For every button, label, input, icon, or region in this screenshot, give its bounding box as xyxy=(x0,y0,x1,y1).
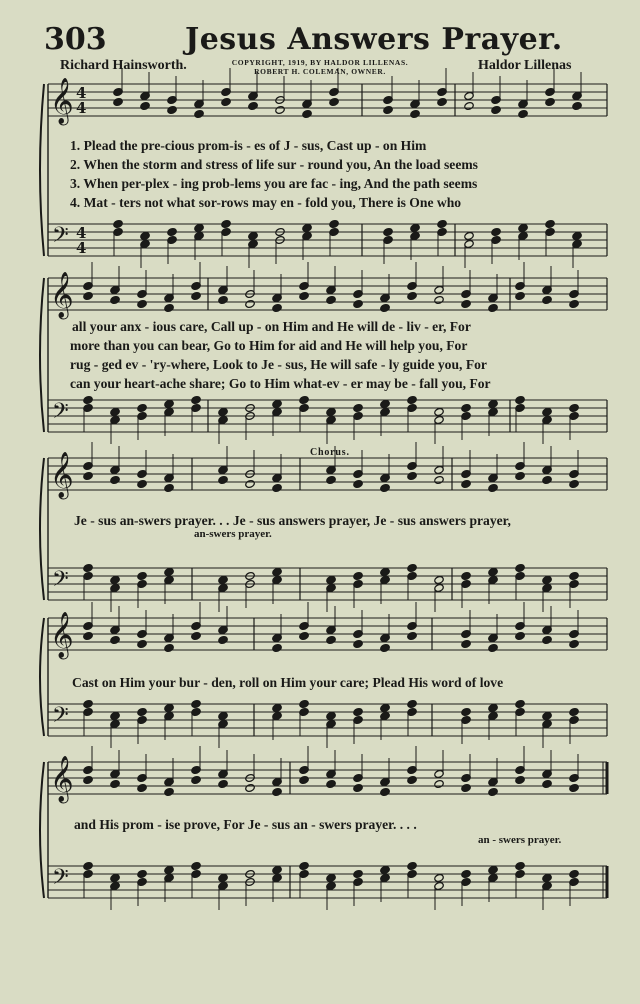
bass-note xyxy=(191,395,201,404)
bass-note xyxy=(407,699,417,708)
treble-note xyxy=(221,97,231,106)
treble-note xyxy=(275,105,285,114)
bass-clef-icon: 𝄢 xyxy=(52,703,69,733)
treble-note xyxy=(353,639,363,648)
treble-note xyxy=(572,101,582,110)
treble-note xyxy=(83,775,93,784)
bass-note xyxy=(518,223,528,232)
chorus-lyric-2: Cast on Him your bur - den, roll on Him your care; Plead His word of love xyxy=(72,675,504,690)
bass-note xyxy=(164,399,174,408)
bass-note xyxy=(299,699,309,708)
treble-note xyxy=(464,101,474,110)
bass-note xyxy=(110,873,120,882)
treble-clef-icon: 𝄞 xyxy=(50,452,74,498)
treble-note xyxy=(272,643,282,652)
bass-note xyxy=(191,699,201,708)
bass-note xyxy=(461,869,471,878)
bass-clef-icon: 𝄢 xyxy=(52,399,69,429)
bass-note xyxy=(326,407,336,416)
text-author: Richard Hainsworth. xyxy=(60,58,187,73)
bass-note xyxy=(248,231,258,240)
bass-note xyxy=(380,399,390,408)
bass-note xyxy=(164,567,174,576)
bass-note xyxy=(407,563,417,572)
treble-note xyxy=(569,479,579,488)
bass-note xyxy=(461,707,471,716)
bass-note xyxy=(380,865,390,874)
treble-note xyxy=(140,101,150,110)
bass-note xyxy=(434,873,444,882)
bass-note xyxy=(515,563,525,572)
music-composer: Haldor Lillenas xyxy=(478,58,572,73)
bass-note xyxy=(164,703,174,712)
treble-note xyxy=(569,299,579,308)
treble-note xyxy=(299,631,309,640)
bass-note xyxy=(110,407,120,416)
bass-note xyxy=(326,711,336,720)
hymn-number: 303 xyxy=(44,22,107,57)
verse-3-line-1: 3. When per-plex - ing prob-lems you are fac - ing, And the path seems xyxy=(70,176,478,191)
bass-note xyxy=(110,711,120,720)
time-signature: 4 xyxy=(76,224,87,242)
treble-note xyxy=(515,291,525,300)
bass-note xyxy=(464,231,474,240)
bass-note xyxy=(218,575,228,584)
treble-note xyxy=(194,109,204,118)
bass-note xyxy=(488,399,498,408)
treble-note xyxy=(329,97,339,106)
treble-note xyxy=(299,775,309,784)
treble-note xyxy=(164,483,174,492)
bass-note xyxy=(383,227,393,236)
treble-note xyxy=(353,299,363,308)
treble-note xyxy=(326,295,336,304)
treble-note xyxy=(83,291,93,300)
system-brace xyxy=(40,278,44,432)
treble-note xyxy=(137,783,147,792)
bass-note xyxy=(407,395,417,404)
bass-note xyxy=(515,699,525,708)
bass-note xyxy=(218,873,228,882)
time-signature: 4 xyxy=(76,239,87,257)
bass-note xyxy=(542,575,552,584)
treble-note xyxy=(191,775,201,784)
treble-note xyxy=(488,303,498,312)
verse-2-line-1: 2. When the storm and stress of life sur - round you, An the load seems xyxy=(70,157,478,172)
treble-note xyxy=(83,631,93,640)
treble-clef-icon: 𝄞 xyxy=(50,78,74,124)
bass-note xyxy=(272,865,282,874)
bass-clef-icon: 𝄢 xyxy=(52,865,69,895)
treble-note xyxy=(407,631,417,640)
verse-1-line-2: all your anx - ious care, Call up - on Him and He will de - liv - er, For xyxy=(72,319,471,334)
bass-note xyxy=(542,407,552,416)
copyright-line-2: ROBERT H. COLEMAN, OWNER. xyxy=(254,67,386,76)
chorus-lyric-1: Je - sus an-swers prayer. . . Je - sus answers prayer, Je - sus answers prayer, xyxy=(74,513,511,528)
bass-note xyxy=(167,227,177,236)
treble-note xyxy=(248,101,258,110)
treble-clef-icon: 𝄞 xyxy=(50,612,74,658)
bass-note xyxy=(137,403,147,412)
treble-note xyxy=(515,775,525,784)
treble-note xyxy=(218,295,228,304)
treble-note xyxy=(461,299,471,308)
treble-note xyxy=(245,299,255,308)
bass-note xyxy=(488,865,498,874)
treble-note xyxy=(164,787,174,796)
bass-note xyxy=(299,861,309,870)
treble-note xyxy=(515,631,525,640)
verse-4-line-2: can your heart-ache share; Go to Him what-ev - er may be - fall you, For xyxy=(70,376,491,391)
treble-note xyxy=(110,295,120,304)
bass-note xyxy=(299,395,309,404)
bass-note xyxy=(83,395,93,404)
treble-note xyxy=(434,779,444,788)
treble-note xyxy=(299,291,309,300)
bass-clef-icon: 𝄢 xyxy=(52,223,69,253)
bass-note xyxy=(191,861,201,870)
bass-note xyxy=(164,865,174,874)
verse-1-line-1: 1. Plead the pre-cious prom-is - es of J - sus, Cast up - on Him xyxy=(70,138,427,153)
treble-note xyxy=(488,643,498,652)
bass-note xyxy=(515,395,525,404)
bass-note xyxy=(110,575,120,584)
treble-note xyxy=(407,471,417,480)
treble-note xyxy=(488,483,498,492)
bass-note xyxy=(380,567,390,576)
bass-note xyxy=(326,873,336,882)
chorus-echo-3: an - swers prayer. xyxy=(478,834,562,846)
bass-note xyxy=(329,219,339,228)
treble-note xyxy=(569,639,579,648)
treble-note xyxy=(353,479,363,488)
bass-note xyxy=(83,563,93,572)
bass-note xyxy=(326,575,336,584)
treble-note xyxy=(164,643,174,652)
treble-note xyxy=(437,97,447,106)
bass-clef-icon: 𝄢 xyxy=(52,567,69,597)
treble-clef-icon: 𝄞 xyxy=(50,272,74,318)
bass-note xyxy=(545,219,555,228)
bass-note xyxy=(353,571,363,580)
bass-note xyxy=(407,861,417,870)
treble-note xyxy=(83,471,93,480)
bass-note xyxy=(272,399,282,408)
treble-note xyxy=(434,295,444,304)
bass-note xyxy=(569,869,579,878)
treble-note xyxy=(407,775,417,784)
bass-note xyxy=(488,567,498,576)
bass-note xyxy=(272,703,282,712)
treble-note xyxy=(137,479,147,488)
bass-note xyxy=(194,223,204,232)
treble-note xyxy=(542,295,552,304)
bass-note xyxy=(542,873,552,882)
treble-note xyxy=(272,483,282,492)
treble-note xyxy=(542,779,552,788)
bass-note xyxy=(461,571,471,580)
treble-note xyxy=(110,635,120,644)
bass-note xyxy=(491,227,501,236)
bass-note xyxy=(410,223,420,232)
copyright-line-1: COPYRIGHT, 1919, BY HALDOR LILLENAS. xyxy=(231,58,409,67)
verse-2-line-2: more than you can bear, Go to Him for aid and He will help you, For xyxy=(70,338,468,353)
verse-4-line-1: 4. Mat - ters not what sor-rows may en - fold you, There is One who xyxy=(70,195,462,210)
treble-note xyxy=(542,475,552,484)
treble-note xyxy=(410,109,420,118)
bass-note xyxy=(83,699,93,708)
bass-note xyxy=(218,711,228,720)
bass-note xyxy=(83,861,93,870)
treble-note xyxy=(380,787,390,796)
chorus-label: Chorus. xyxy=(310,447,350,458)
bass-note xyxy=(137,571,147,580)
treble-note xyxy=(326,635,336,644)
bass-note xyxy=(437,219,447,228)
treble-note xyxy=(434,475,444,484)
chorus-echo-1: an-swers prayer. xyxy=(194,528,272,540)
treble-note xyxy=(110,475,120,484)
bass-note xyxy=(572,231,582,240)
bass-note xyxy=(434,407,444,416)
treble-note xyxy=(245,783,255,792)
system-brace xyxy=(40,618,44,736)
bass-note xyxy=(515,861,525,870)
treble-note xyxy=(569,783,579,792)
bass-note xyxy=(569,403,579,412)
treble-note xyxy=(191,291,201,300)
system-brace xyxy=(40,458,44,600)
treble-note xyxy=(245,479,255,488)
bass-note xyxy=(542,711,552,720)
treble-note xyxy=(326,779,336,788)
treble-note xyxy=(353,783,363,792)
bass-note xyxy=(137,707,147,716)
bass-note xyxy=(353,707,363,716)
time-signature: 4 xyxy=(76,99,87,117)
hymn-title: Jesus Answers Prayer. xyxy=(185,22,563,57)
bass-note xyxy=(113,219,123,228)
treble-note xyxy=(380,643,390,652)
treble-note xyxy=(545,97,555,106)
bass-note xyxy=(140,231,150,240)
treble-note xyxy=(110,779,120,788)
treble-note xyxy=(167,105,177,114)
verse-3-line-2: rug - ged ev - 'ry-where, Look to Je - sus, He will safe - ly guide you, For xyxy=(70,357,487,372)
system-brace xyxy=(40,84,44,256)
treble-note xyxy=(218,779,228,788)
treble-note xyxy=(407,291,417,300)
bass-note xyxy=(218,407,228,416)
treble-note xyxy=(164,303,174,312)
bass-note xyxy=(434,575,444,584)
treble-note xyxy=(272,787,282,796)
treble-note xyxy=(461,783,471,792)
bass-note xyxy=(569,571,579,580)
treble-note xyxy=(515,471,525,480)
treble-note xyxy=(461,479,471,488)
treble-note xyxy=(461,639,471,648)
bass-note xyxy=(272,567,282,576)
treble-note xyxy=(518,109,528,118)
treble-note xyxy=(191,631,201,640)
bass-note xyxy=(461,403,471,412)
treble-note xyxy=(542,635,552,644)
bass-note xyxy=(302,223,312,232)
treble-note xyxy=(218,635,228,644)
treble-note xyxy=(272,303,282,312)
treble-clef-icon: 𝄞 xyxy=(50,756,74,802)
bass-note xyxy=(221,219,231,228)
treble-note xyxy=(302,109,312,118)
treble-note xyxy=(137,639,147,648)
treble-note xyxy=(380,303,390,312)
bass-note xyxy=(569,707,579,716)
treble-note xyxy=(113,97,123,106)
treble-note xyxy=(380,483,390,492)
treble-note xyxy=(488,787,498,796)
treble-note xyxy=(383,105,393,114)
treble-note xyxy=(137,299,147,308)
bass-note xyxy=(137,869,147,878)
treble-note xyxy=(218,475,228,484)
treble-note xyxy=(491,105,501,114)
bass-note xyxy=(353,869,363,878)
bass-note xyxy=(488,703,498,712)
treble-note xyxy=(326,475,336,484)
bass-note xyxy=(353,403,363,412)
bass-note xyxy=(380,703,390,712)
time-signature: 4 xyxy=(76,84,87,102)
system-brace xyxy=(40,762,44,898)
chorus-lyric-3: and His prom - ise prove, For Je - sus an - swers prayer. . . . xyxy=(74,817,417,832)
